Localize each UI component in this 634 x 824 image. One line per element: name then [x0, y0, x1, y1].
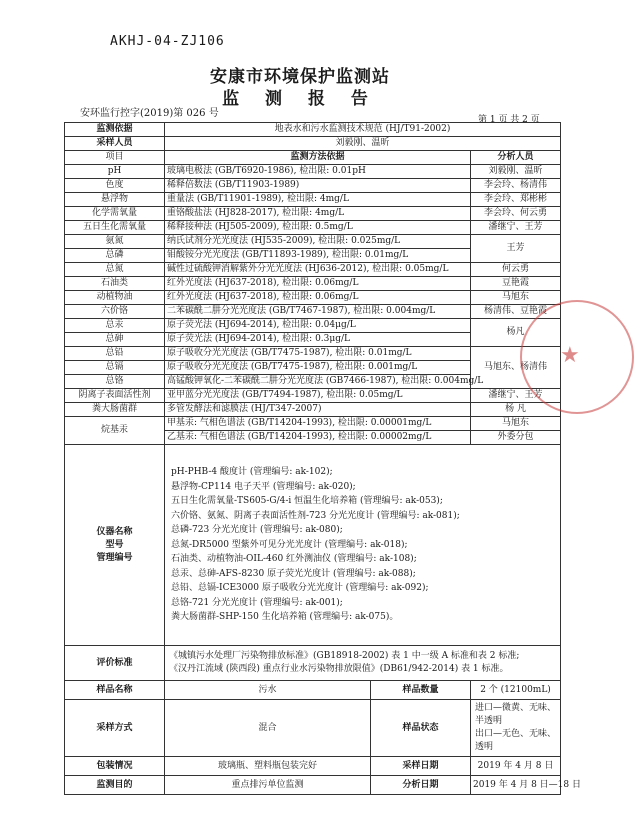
sample-mode-label: 采样方式	[65, 700, 165, 757]
method-row	[65, 291, 561, 305]
method-row	[65, 305, 561, 319]
organization-title: 安康市环境保护监测站	[210, 67, 390, 87]
sample-purpose: 重点排污单位监测	[165, 776, 371, 795]
instruments-label	[65, 445, 165, 646]
method-text: 重量法 (GB/T11901-1989), 检出限: 4mg/L	[165, 193, 471, 207]
method-analyst: 杨清伟、豆艳霞	[471, 305, 561, 319]
sample-date-label: 采样日期	[371, 757, 471, 776]
sample-row-3	[65, 757, 561, 776]
method-item: 总磷	[65, 249, 165, 263]
method-text: 原子荧光法 (HJ694-2014), 检出限: 0.3μg/L	[165, 333, 471, 347]
method-text: 碱性过硫酸钾消解紫外分光光度法 (HJ636-2012), 检出限: 0.05mg/L	[165, 263, 471, 277]
instrument-line: 总汞、总砷-AFS-8230 原子荧光光度计 (管理编号: ak-088);	[171, 568, 416, 579]
sample-purpose-label: 监测目的	[65, 776, 165, 795]
method-header-row	[65, 151, 561, 165]
method-text: 红外光度法 (HJ637-2018), 检出限: 0.06mg/L	[165, 277, 471, 291]
instruments-label-line: 型号	[105, 539, 124, 550]
instruments-row	[65, 445, 561, 646]
instrument-line: 六价铬、氨氮、阴离子表面活性剂-723 分光光度计 (管理编号: ak-081);	[171, 510, 460, 521]
sample-row-2	[65, 700, 561, 757]
instrument-list	[165, 445, 561, 646]
method-row	[65, 235, 561, 249]
method-row	[65, 207, 561, 221]
basis-row	[65, 123, 561, 137]
alkyl-item: 烷基汞	[65, 417, 165, 445]
seal-star-icon: ★	[560, 343, 580, 368]
method-analyst: 潘继宁、王芳	[471, 389, 561, 403]
sample-pack-label: 包装情况	[65, 757, 165, 776]
standard-label: 评价标准	[65, 646, 165, 681]
sample-state-line: 进口—微黄、无味、半透明	[475, 703, 557, 726]
method-text: 玻璃电极法 (GB/T6920-1986), 检出限: 0.01pH	[165, 165, 471, 179]
standard-text	[165, 646, 561, 681]
sample-qty: 2 个 (12100mL)	[471, 681, 561, 700]
method-header: 监测方法依据	[165, 151, 471, 165]
sample-pack: 玻璃瓶、塑料瓶包装完好	[165, 757, 371, 776]
method-item: 总铅	[65, 347, 165, 361]
method-item: 总氮	[65, 263, 165, 277]
method-row	[65, 403, 561, 417]
instrument-line: pH-PHB-4 酸度计 (管理编号: ak-102);	[171, 467, 333, 478]
samplers-row	[65, 137, 561, 151]
method-row	[65, 277, 561, 291]
document-number: 安环监行控字(2019)第 026 号	[80, 108, 219, 119]
standard-line: 《汉丹江流域 (陕西段) 重点行业水污染物排放限值》(DB61/942-2014) 表 1 标准。	[169, 664, 509, 674]
instrument-line: 石油类、动植物油-OIL-460 红外测油仪 (管理编号: ak-108);	[171, 554, 417, 565]
alkyl-analyst-2: 外委分包	[471, 431, 561, 445]
method-text: 稀释接种法 (HJ505-2009), 检出限: 0.5mg/L	[165, 221, 471, 235]
report-title: 监 测 报 告	[222, 89, 378, 109]
method-item: 石油类	[65, 277, 165, 291]
method-item: 总砷	[65, 333, 165, 347]
analysis-date: 2019 年 4 月 8 日—18 日	[471, 776, 561, 795]
method-item: 色度	[65, 179, 165, 193]
method-item: 六价铬	[65, 305, 165, 319]
sample-row-4	[65, 776, 561, 795]
method-item: 化学需氧量	[65, 207, 165, 221]
instrument-line: 总铅、总镉-ICE3000 原子吸收分光光度计 (管理编号: ak-092);	[171, 583, 429, 594]
method-text: 纳氏试剂分光光度法 (HJ535-2009), 检出限: 0.025mg/L	[165, 235, 471, 249]
method-text: 高锰酸钾氧化-二苯碳酰二肼分光光度法 (GB7466-1987), 检出限: 0.004mg/L	[165, 375, 471, 389]
method-analyst: 潘继宁、王芳	[471, 221, 561, 235]
method-rows	[65, 165, 561, 417]
method-item: 总镉	[65, 361, 165, 375]
method-text: 重铬酸盐法 (HJ828-2017), 检出限: 4mg/L	[165, 207, 471, 221]
method-text: 原子吸收分光光度法 (GB/T7475-1987), 检出限: 0.01mg/L	[165, 347, 471, 361]
method-text: 稀释倍数法 (GB/T11903-1989)	[165, 179, 471, 193]
sample-state	[471, 700, 561, 757]
alkyl-method-1: 甲基汞: 气相色谱法 (GB/T14204-1993), 检出限: 0.00001mg/L	[165, 417, 471, 431]
alkyl-method-2: 乙基汞: 气相色谱法 (GB/T14204-1993), 检出限: 0.00002mg/L	[165, 431, 471, 445]
instruments-label-line: 管理编号	[96, 552, 133, 563]
sample-date: 2019 年 4 月 8 日	[471, 757, 561, 776]
sample-row-1	[65, 681, 561, 700]
method-item: 总汞	[65, 319, 165, 333]
method-item: 阴离子表面活性剂	[65, 389, 165, 403]
page-indicator: 第 1 页 共 2 页	[478, 115, 540, 125]
method-analyst: 豆艳霞	[471, 277, 561, 291]
analysis-date-label: 分析日期	[371, 776, 471, 795]
instrument-line: 五日生化需氧量-TS605-G/4-i 恒温生化培养箱 (管理编号: ak-053);	[171, 496, 443, 507]
standard-row	[65, 646, 561, 681]
method-analyst: 王芳	[471, 235, 561, 263]
instrument-line: 粪大肠菌群-SHP-150 生化培养箱 (管理编号: ak-075)。	[171, 612, 399, 623]
method-row	[65, 165, 561, 179]
method-analyst: 刘毅刚、温昕	[471, 165, 561, 179]
method-analyst: 何云勇	[471, 263, 561, 277]
method-row	[65, 347, 561, 361]
instruments-label-line: 仪器名称	[96, 526, 133, 537]
method-item: 氨氮	[65, 235, 165, 249]
method-analyst: 马旭东、杨清伟	[471, 347, 561, 389]
method-row	[65, 263, 561, 277]
basis-label: 监测依据	[65, 123, 165, 137]
method-row	[65, 179, 561, 193]
method-analyst: 马旭东	[471, 291, 561, 305]
sample-mode: 混合	[165, 700, 371, 757]
method-item: 五日生化需氧量	[65, 221, 165, 235]
method-analyst: 杨 凡	[471, 403, 561, 417]
samplers-value: 刘毅刚、温昕	[165, 137, 561, 151]
method-row	[65, 221, 561, 235]
sample-qty-label: 样品数量	[371, 681, 471, 700]
analyst-header: 分析人员	[471, 151, 561, 165]
item-header: 项目	[65, 151, 165, 165]
method-text: 红外光度法 (HJ637-2018), 检出限: 0.06mg/L	[165, 291, 471, 305]
method-analyst: 杨凡	[471, 319, 561, 347]
method-row	[65, 319, 561, 333]
instrument-line: 悬浮物-CP114 电子天平 (管理编号: ak-020);	[171, 481, 356, 492]
instrument-line: 总铬-721 分光光度计 (管理编号: ak-001);	[171, 597, 343, 608]
report-table	[64, 122, 581, 795]
form-code: AKHJ-04-ZJ106	[110, 34, 225, 49]
instrument-line: 总磷-723 分光光度计 (管理编号: ak-080);	[171, 525, 343, 536]
basis-value: 地表水和污水监测技术规范 (HJ/T91-2002)	[165, 123, 561, 137]
method-text: 多管发酵法和滤膜法 (HJ/T347-2007)	[165, 403, 471, 417]
method-row	[65, 193, 561, 207]
method-row	[65, 389, 561, 403]
method-item: pH	[65, 165, 165, 179]
method-item: 悬浮物	[65, 193, 165, 207]
sample-state-label: 样品状态	[371, 700, 471, 757]
sample-name-label: 样品名称	[65, 681, 165, 700]
alkyl-analyst-1: 马旭东	[471, 417, 561, 431]
method-analyst: 李会玲、郑彬彬	[471, 193, 561, 207]
method-item: 粪大肠菌群	[65, 403, 165, 417]
method-text: 二苯碳酰二肼分光光度法 (GB/T7467-1987), 检出限: 0.004mg/L	[165, 305, 471, 319]
sample-state-line: 出口—无色、无味、透明	[475, 729, 557, 752]
method-text: 亚甲蓝分光光度法 (GB/T7494-1987), 检出限: 0.05mg/L	[165, 389, 471, 403]
method-item: 动植物油	[65, 291, 165, 305]
samplers-label: 采样人员	[65, 137, 165, 151]
sample-name: 污水	[165, 681, 371, 700]
method-text: 钼酸铵分光光度法 (GB/T11893-1989), 检出限: 0.01mg/L	[165, 249, 471, 263]
standard-line: 《城镇污水处理厂污染物排放标准》(GB18918-2002) 表 1 中一级 A 标准和表 2 标准;	[169, 651, 520, 661]
method-analyst: 李会玲、杨清伟	[471, 179, 561, 193]
method-analyst: 李会玲、何云勇	[471, 207, 561, 221]
alkyl-row	[65, 417, 561, 431]
method-item: 总铬	[65, 375, 165, 389]
method-text: 原子吸收分光光度法 (GB/T7475-1987), 检出限: 0.001mg/L	[165, 361, 471, 375]
method-text: 原子荧光法 (HJ694-2014), 检出限: 0.04μg/L	[165, 319, 471, 333]
instrument-line: 总氮-DR5000 型紫外可见分光光度计 (管理编号: ak-018);	[171, 539, 408, 550]
